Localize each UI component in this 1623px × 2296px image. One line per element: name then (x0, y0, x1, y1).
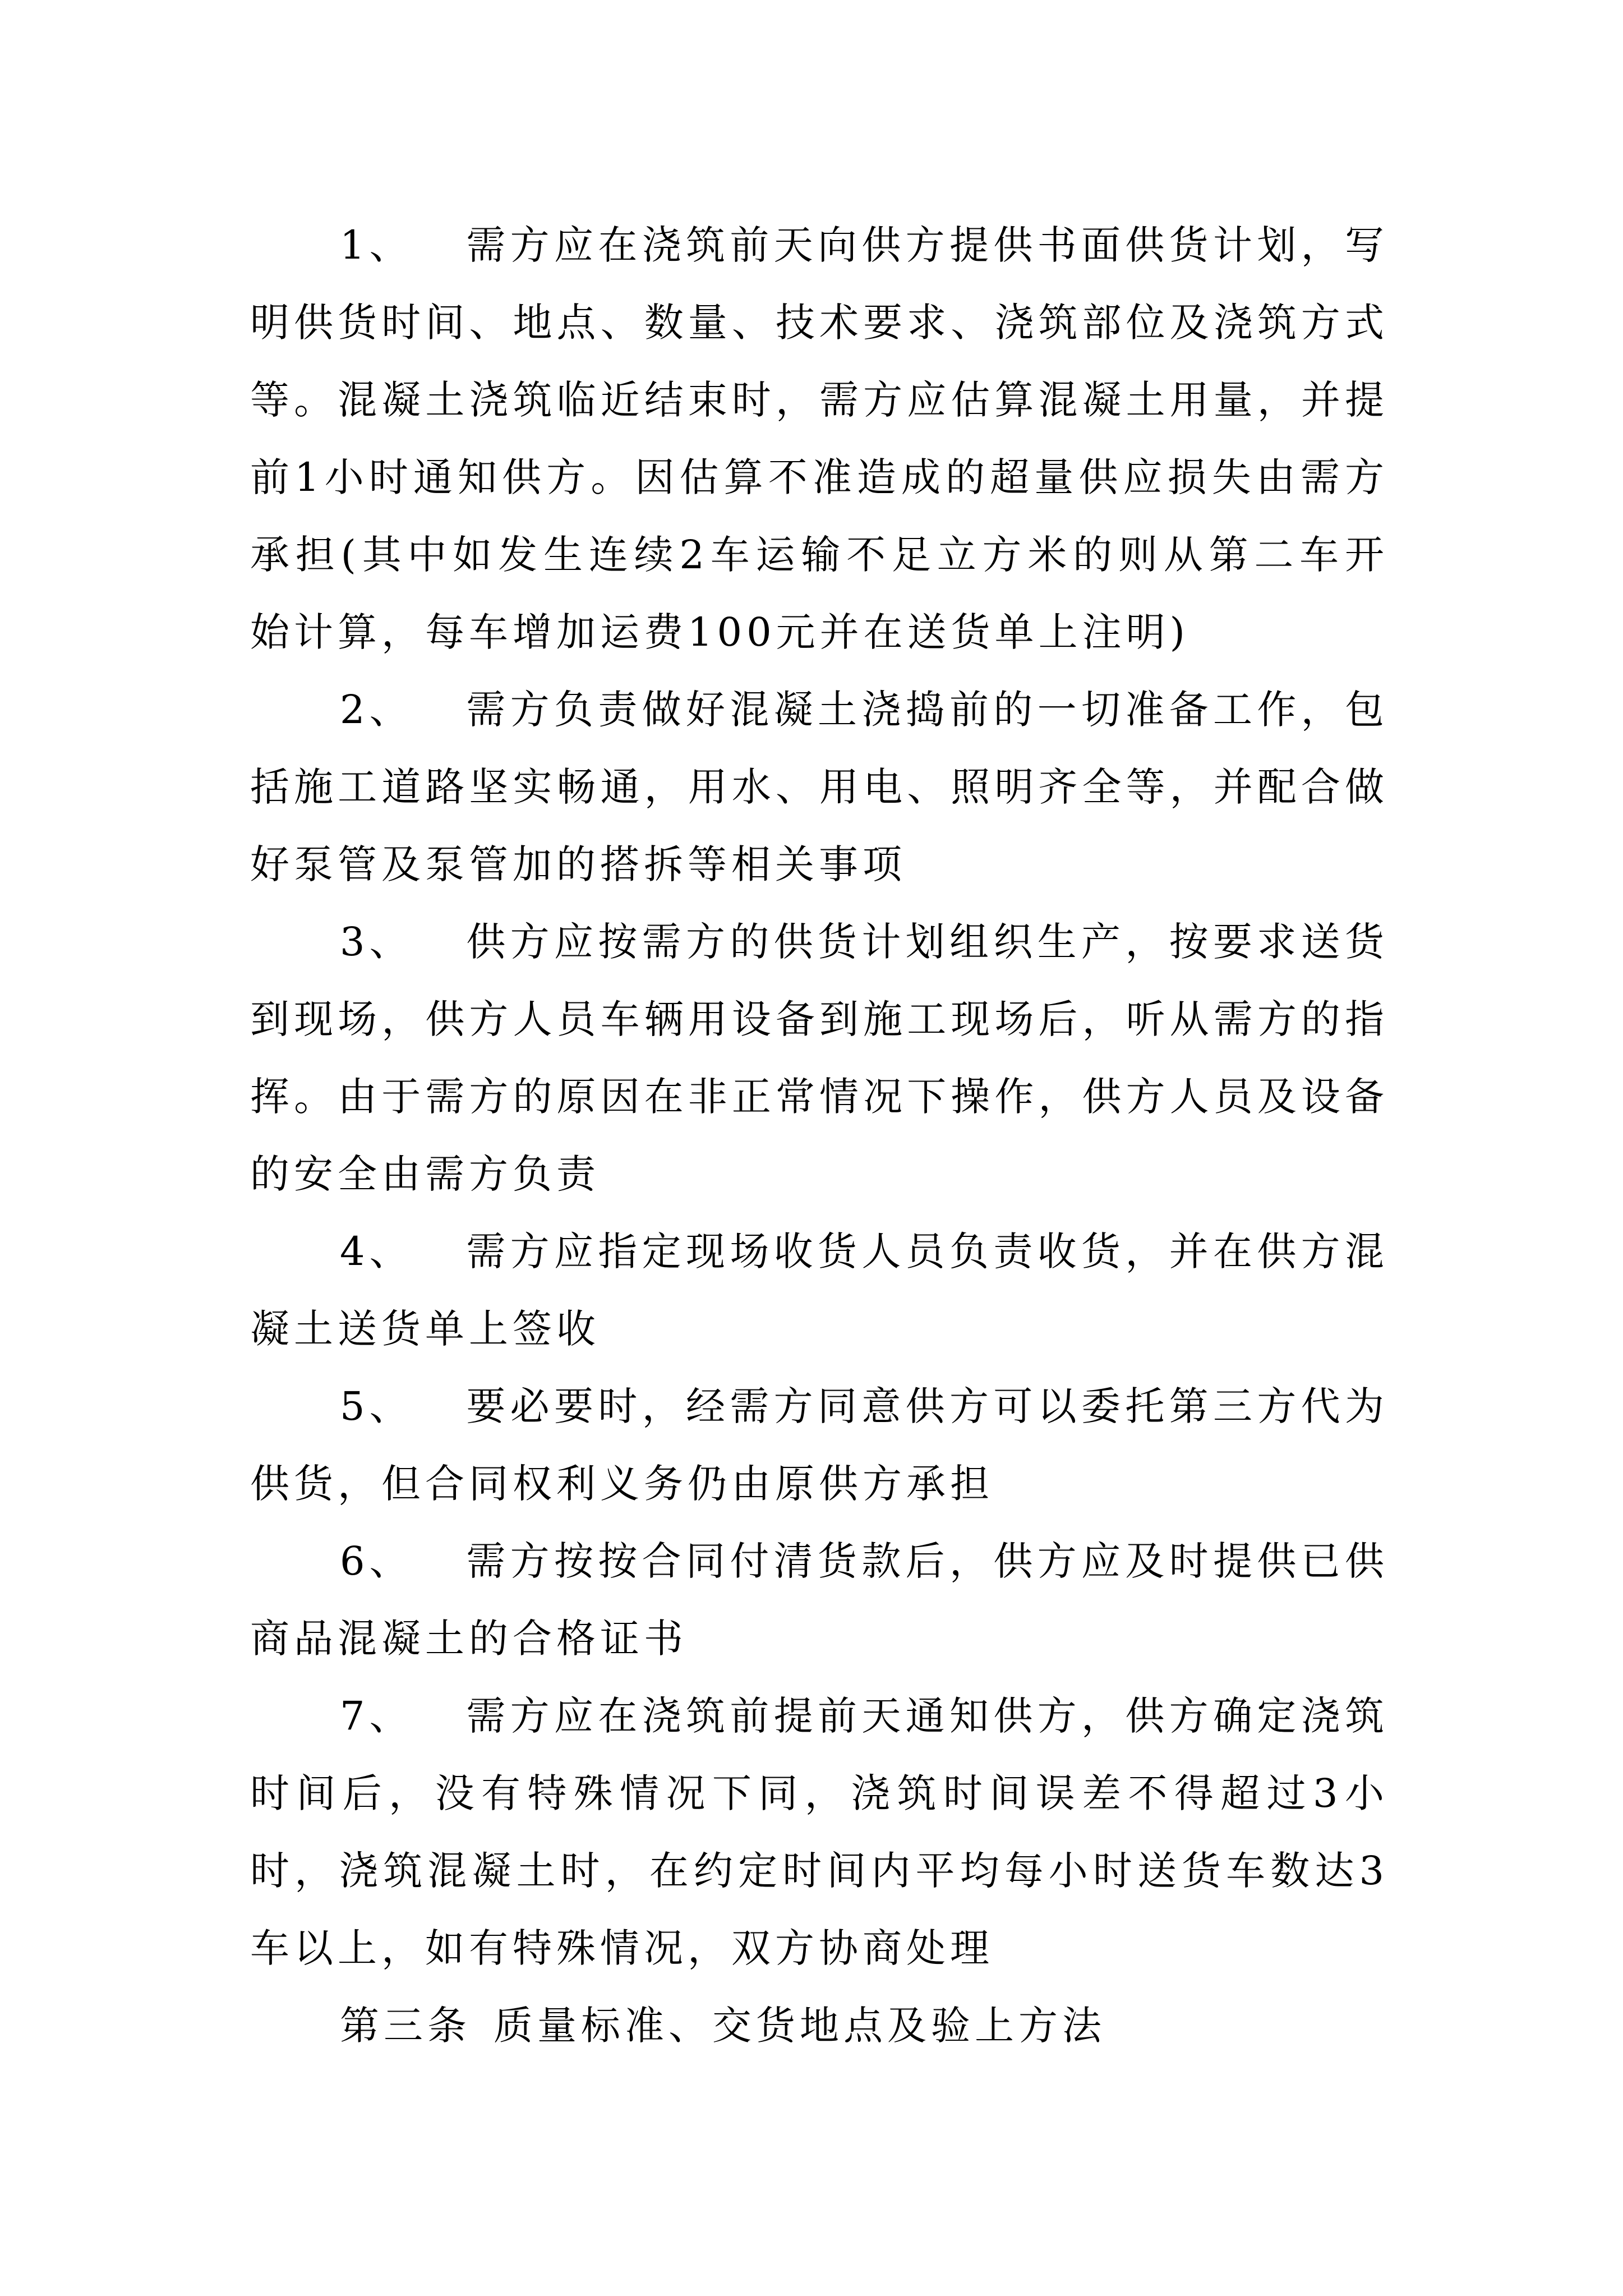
clause-text: 需方按按合同付清货款后，供方应及时提供已供商品混凝土的合格证书 (250, 1538, 1389, 1662)
clause-item-3 (250, 903, 1389, 1213)
clause-text: 需方应在浇筑前提前天通知供方，供方确定浇筑时间后，没有特殊情况下同，浇筑时间误差不得超过3小时，浇筑混凝土时，在约定时间内平均每小时送货车数达3车以上，如有特殊情况，双方协商处理 (250, 1693, 1389, 1971)
clause-text: 要必要时，经需方同意供方可以委托第三方代为供货，但合同权利义务仍由原供方承担 (250, 1383, 1389, 1507)
clause-text: 供方应按需方的供货计划组织生产，按要求送货到现场，供方人员车辆用设备到施工现场后，听从需方的指挥。由于需方的原因在非正常情况下操作，供方人员及设备的安全由需方负责 (250, 919, 1389, 1197)
section-heading (250, 1987, 1389, 2064)
section-heading-label: 第三条 (340, 2003, 471, 2049)
clause-number: 4、 (340, 1228, 413, 1274)
clause-text: 需方应指定现场收货人员负责收货，并在供方混凝土送货单上签收 (250, 1228, 1389, 1352)
document-body (250, 206, 1389, 2064)
clause-item-5 (250, 1368, 1389, 1522)
clause-number: 5、 (340, 1383, 413, 1429)
clause-text: 需方应在浇筑前天向供方提供书面供货计划，写明供货时间、地点、数量、技术要求、浇筑部位及浇筑方式等。混凝土浇筑临近结束时，需方应估算混凝土用量，并提前1小时通知供方。因估算不准造成的超量供应损失由需方承担(其中如发生连续2车运输不足立方米的则从第二车开始计算，每车增加运费100元并在送货单上注明) (250, 222, 1389, 655)
section-heading-title: 质量标准、交货地点及验上方法 (494, 2003, 1106, 2049)
clause-item-7 (250, 1677, 1389, 1987)
clause-text: 需方负责做好混凝土浇捣前的一切准备工作，包括施工道路坚实畅通，用水、用电、照明齐全等，并配合做好泵管及泵管加的搭拆等相关事项 (250, 687, 1389, 887)
clause-number: 3、 (340, 919, 413, 965)
clause-number: 7、 (340, 1693, 413, 1739)
clause-item-1 (250, 206, 1389, 671)
clause-item-2 (250, 671, 1389, 903)
clause-item-4 (250, 1213, 1389, 1368)
clause-number: 2、 (340, 687, 413, 733)
clause-item-6 (250, 1522, 1389, 1677)
clause-number: 6、 (340, 1538, 413, 1584)
clause-number: 1、 (340, 222, 413, 268)
